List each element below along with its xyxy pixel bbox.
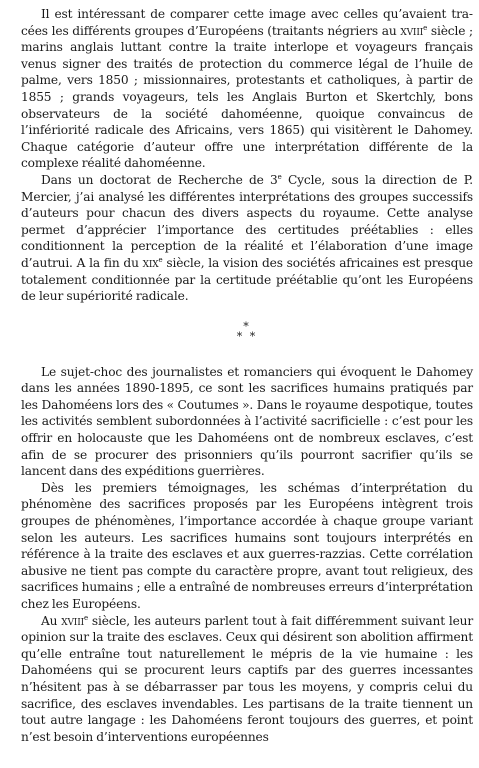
paragraph xyxy=(21,6,473,172)
paragraph-text-run: Cycle, sous la direction de P. Mercier, j’ai analysé les différentes interprétations des groupes successifs d’auteurs pour chacun des divers aspects du royaume. Cette analyse permet d’apprécier l’importance des certitudes préétablies : elles conditionnent la perception de la réalité et l’élaboration d’une image d’autrui. A la fin du xyxy=(21,172,473,270)
paragraph xyxy=(21,613,473,746)
paragraph-text-run: Au xyxy=(41,613,62,628)
paragraph-text-run: xviii xyxy=(61,613,85,628)
paragraph xyxy=(21,480,473,613)
paragraph-text-run: Dans un doctorat de Recherche de 3 xyxy=(41,172,278,187)
paragraph-text-run: xviii xyxy=(400,23,424,38)
paragraph xyxy=(21,364,473,480)
paragraph-text-run: Le sujet-choc des journalistes et romanciers qui évoquent le Dahomey dans les années 1890-1895, ce sont les sacrifices humains pratiqués par les Dahoméens lors des « Coutumes ». Dans le royaume despotique, toutes les activités semblent subordonnées à l’activité sacrificielle : c’est pour les offrir en holocauste que les Dahoméens ont de nombreux esclaves, c’est afin de se procurer des prisonniers qu’ils pourront sacrifier qu’ils se lancent dans des expéditions guerrières. xyxy=(21,364,473,479)
paragraph-text-run: siècle ; marins anglais luttant contre la traite interlope et voyageurs français venus signer des traités de protection du commerce légal de l’huile de palme, vers 1850 ; missionnaires, protestants et catholiques, à partir de 1855 ; grands voyageurs, tels les Anglais Burton et Skertchly, bons observateurs de la société dahoméenne, quoique convaincus de l’infériorité radicale des Africains, vers 1865) qui visitèrent le Dahomey. Chaque catégorie d’auteur offre une interprétation différente de la complexe réalité dahoméenne. xyxy=(21,23,473,171)
paragraph-text-run: Dès les premiers témoignages, les schémas d’interprétation du phénomène des sacrifices proposés par les Européens intègrent trois groupes de phénomènes, l’importance accordée à chaque groupe variant selon les auteurs. Les sacrifices humains sont toujours interprétés en référence à la traite des esclaves et aux guerres-razzias. Cette corrélation abusive ne tient pas compte du caractère propre, avant tout religieux, des sacrifices humains ; elle a entraîné de nombreuses erreurs d’interprétation chez les Européens. xyxy=(21,480,473,611)
paragraph-text-run: e xyxy=(158,255,163,264)
text-block-intro xyxy=(21,6,473,305)
paragraph-text-run: siècle, la vision des sociétés africaines est presque totalement conditionnée par la certitude préétablie qu’ont les Européens de leur supériorité radicale. xyxy=(21,255,473,304)
separator-asterisk-top: * xyxy=(243,319,251,333)
paragraph-text-run: Il est intéressant de comparer cette image avec celles qu’avaient tracées les différents groupes d’Européens (traitants négriers au xyxy=(21,7,473,38)
paragraph-text-run: e xyxy=(84,613,89,622)
paragraph-text-run: e xyxy=(277,172,282,181)
section-separator xyxy=(21,319,473,344)
separator-asterisks-bottom: * * xyxy=(236,329,258,343)
paragraph-text-run: xix xyxy=(142,255,159,270)
paragraph-text-run: e xyxy=(423,23,428,32)
paragraph-text-run: siècle, les auteurs parlent tout à fait différemment suivant leur opinion sur la traite des esclaves. Ceux qui désirent son abolition affirment qu’elle entraîne tout naturellement le mépris de la vie humaine : les Dahoméens qui se procurent leurs captifs par des guerres incessantes n’hésitent pas à se débarrasser par tous les moyens, y compris celui du sacrifice, des esclaves invendables. Les partisans de la traite tiennent un tout autre langage : les Dahoméens feront toujours des guerres, et point n’est besoin d’interventions européennes xyxy=(21,613,474,744)
document-page xyxy=(21,6,473,745)
paragraph xyxy=(21,172,473,305)
text-block-sacrifices xyxy=(21,364,473,746)
